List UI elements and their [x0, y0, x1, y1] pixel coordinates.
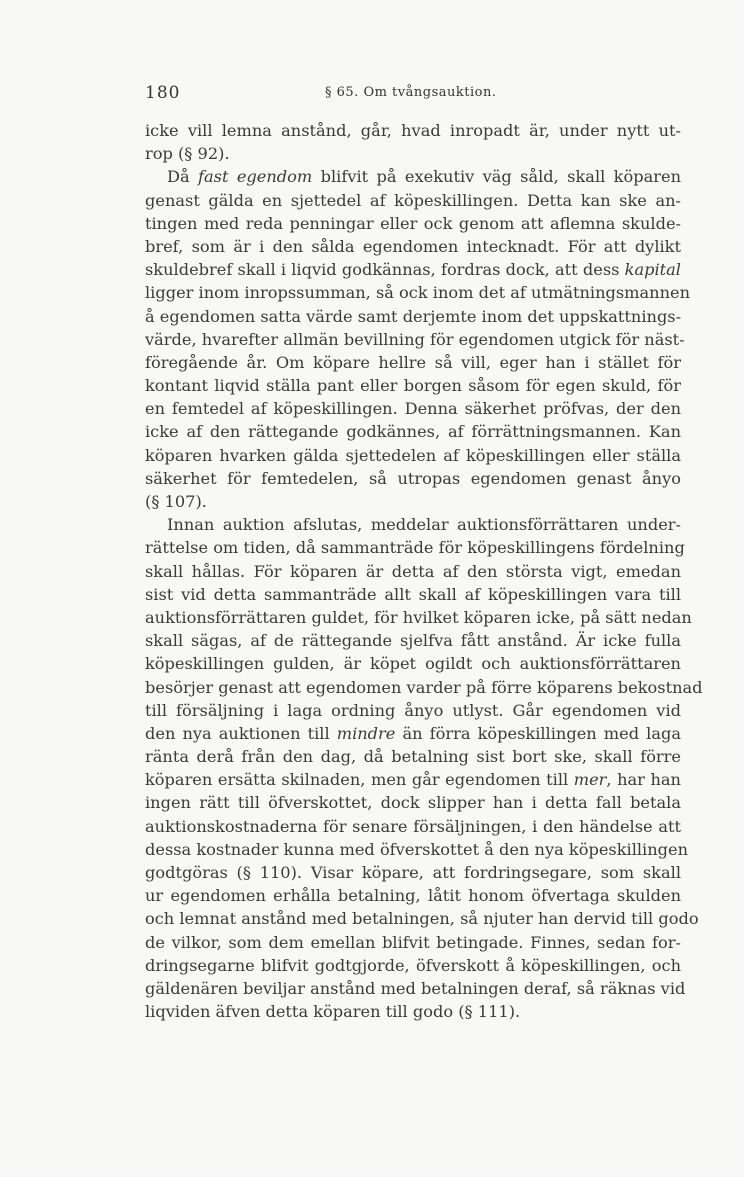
text-line: dringsegarne blifvit godtgjorde, öfverskott å köpeskillingen, och: [145, 955, 681, 975]
text-line: genast gälda en sjettedel af köpeskillingen. Detta kan ske an-: [145, 190, 681, 210]
text-line: köpeskillingen gulden, är köpet ogildt och auktionsförrättaren: [145, 654, 681, 674]
text-line: till försäljning i laga ordning ånyo utlyst. Går egendomen vid: [145, 700, 681, 720]
text-line: icke vill lemna anstånd, går, hvad inropadt är, under nytt ut-: [145, 121, 681, 140]
text-line: köparen ersätta skilnaden, men går egendomen till mer, har han: [145, 770, 681, 790]
text-line: den nya auktionen till mindre än förra köpeskillingen med laga: [145, 723, 682, 743]
text-line: säkerhet för femtedelen, så utropas egendomen genast ånyo: [145, 468, 681, 488]
text-line: (§ 107).: [145, 492, 207, 511]
text-line: skall sägas, af de rättegande sjelfva fått anstånd. Är icke fulla: [145, 631, 681, 651]
text-line: de vilkor, som dem emellan blifvit betingade. Finnes, sedan for-: [145, 932, 681, 952]
text-line: auktionsförrättaren guldet, för hvilket köparen icke, på sätt nedan: [145, 607, 692, 627]
text-line: skall hållas. För köparen är detta af den största vigt, emedan: [145, 561, 681, 581]
text-line: kontant liqvid ställa pant eller borgen såsom för egen skuld, för: [145, 376, 681, 396]
body-text: [145, 119, 703, 1023]
text-line: godtgöras (§ 110). Visar köpare, att fordringsegare, som skall: [145, 863, 681, 882]
text-line: rop (§ 92).: [145, 144, 230, 164]
text-line: bref, som är i den sålda egendomen intecknadt. För att dylikt: [145, 236, 681, 256]
running-head: § 65. Om tvångsauktion.: [325, 85, 497, 100]
text-line: ligger inom inropssumman, så ock inom det af utmätningsmannen: [145, 283, 691, 303]
text-line: rättelse om tiden, då sammanträde för köpeskillingens fördelning: [145, 538, 685, 558]
text-line: sist vid detta sammanträde allt skall af köpeskillingen vara till: [145, 584, 681, 604]
text-line: gäldenären beviljar anstånd med betalningen deraf, så räknas vid: [145, 978, 686, 998]
text-line: Innan auktion afslutas, meddelar auktionsförrättaren under-: [167, 515, 681, 535]
page-header: [145, 83, 680, 105]
text-line: auktionskostnaderna för senare försäljningen, i den händelse att: [145, 816, 681, 836]
text-line: skuldebref skall i liqvid godkännas, fordras dock, att dess kapital: [145, 260, 681, 280]
page-number: 180: [145, 83, 181, 103]
text-line: liqviden äfven detta köparen till godo (§ 111).: [145, 1002, 521, 1022]
text-line: värde, hvarefter allmän bevillning för egendomen utgick för näst-: [145, 329, 685, 349]
text-line: tingen med reda penningar eller ock genom att aflemna skulde-: [145, 213, 681, 233]
text-line: Då fast egendom blifvit på exekutiv väg såld, skall köparen: [167, 167, 681, 187]
text-line: och lemnat anstånd med betalningen, så njuter han dervid till godo: [145, 909, 699, 929]
text-line: icke af den rättegande godkännes, af förrättningsmannen. Kan: [145, 422, 681, 442]
text-line: ur egendomen erhålla betalning, låtit honom öfvertaga skulden: [145, 886, 681, 906]
text-line: besörjer genast att egendomen varder på förre köparens bekostnad: [145, 677, 703, 697]
text-line: ränta derå från den dag, då betalning sist bort ske, skall förre: [145, 747, 681, 767]
text-line: å egendomen satta värde samt derjemte inom det uppskattnings-: [145, 306, 682, 326]
text-line: ingen rätt till öfverskottet, dock slipper han i detta fall betala: [145, 793, 681, 813]
text-line: köparen hvarken gälda sjettedelen af köpeskillingen eller ställa: [145, 445, 681, 465]
text-line: dessa kostnader kunna med öfverskottet å den nya köpeskillingen: [145, 839, 689, 859]
text-line: föregående år. Om köpare hellre så vill, eger han i stället för: [145, 352, 681, 372]
text-line: en femtedel af köpeskillingen. Denna säkerhet pröfvas, der den: [145, 399, 681, 419]
